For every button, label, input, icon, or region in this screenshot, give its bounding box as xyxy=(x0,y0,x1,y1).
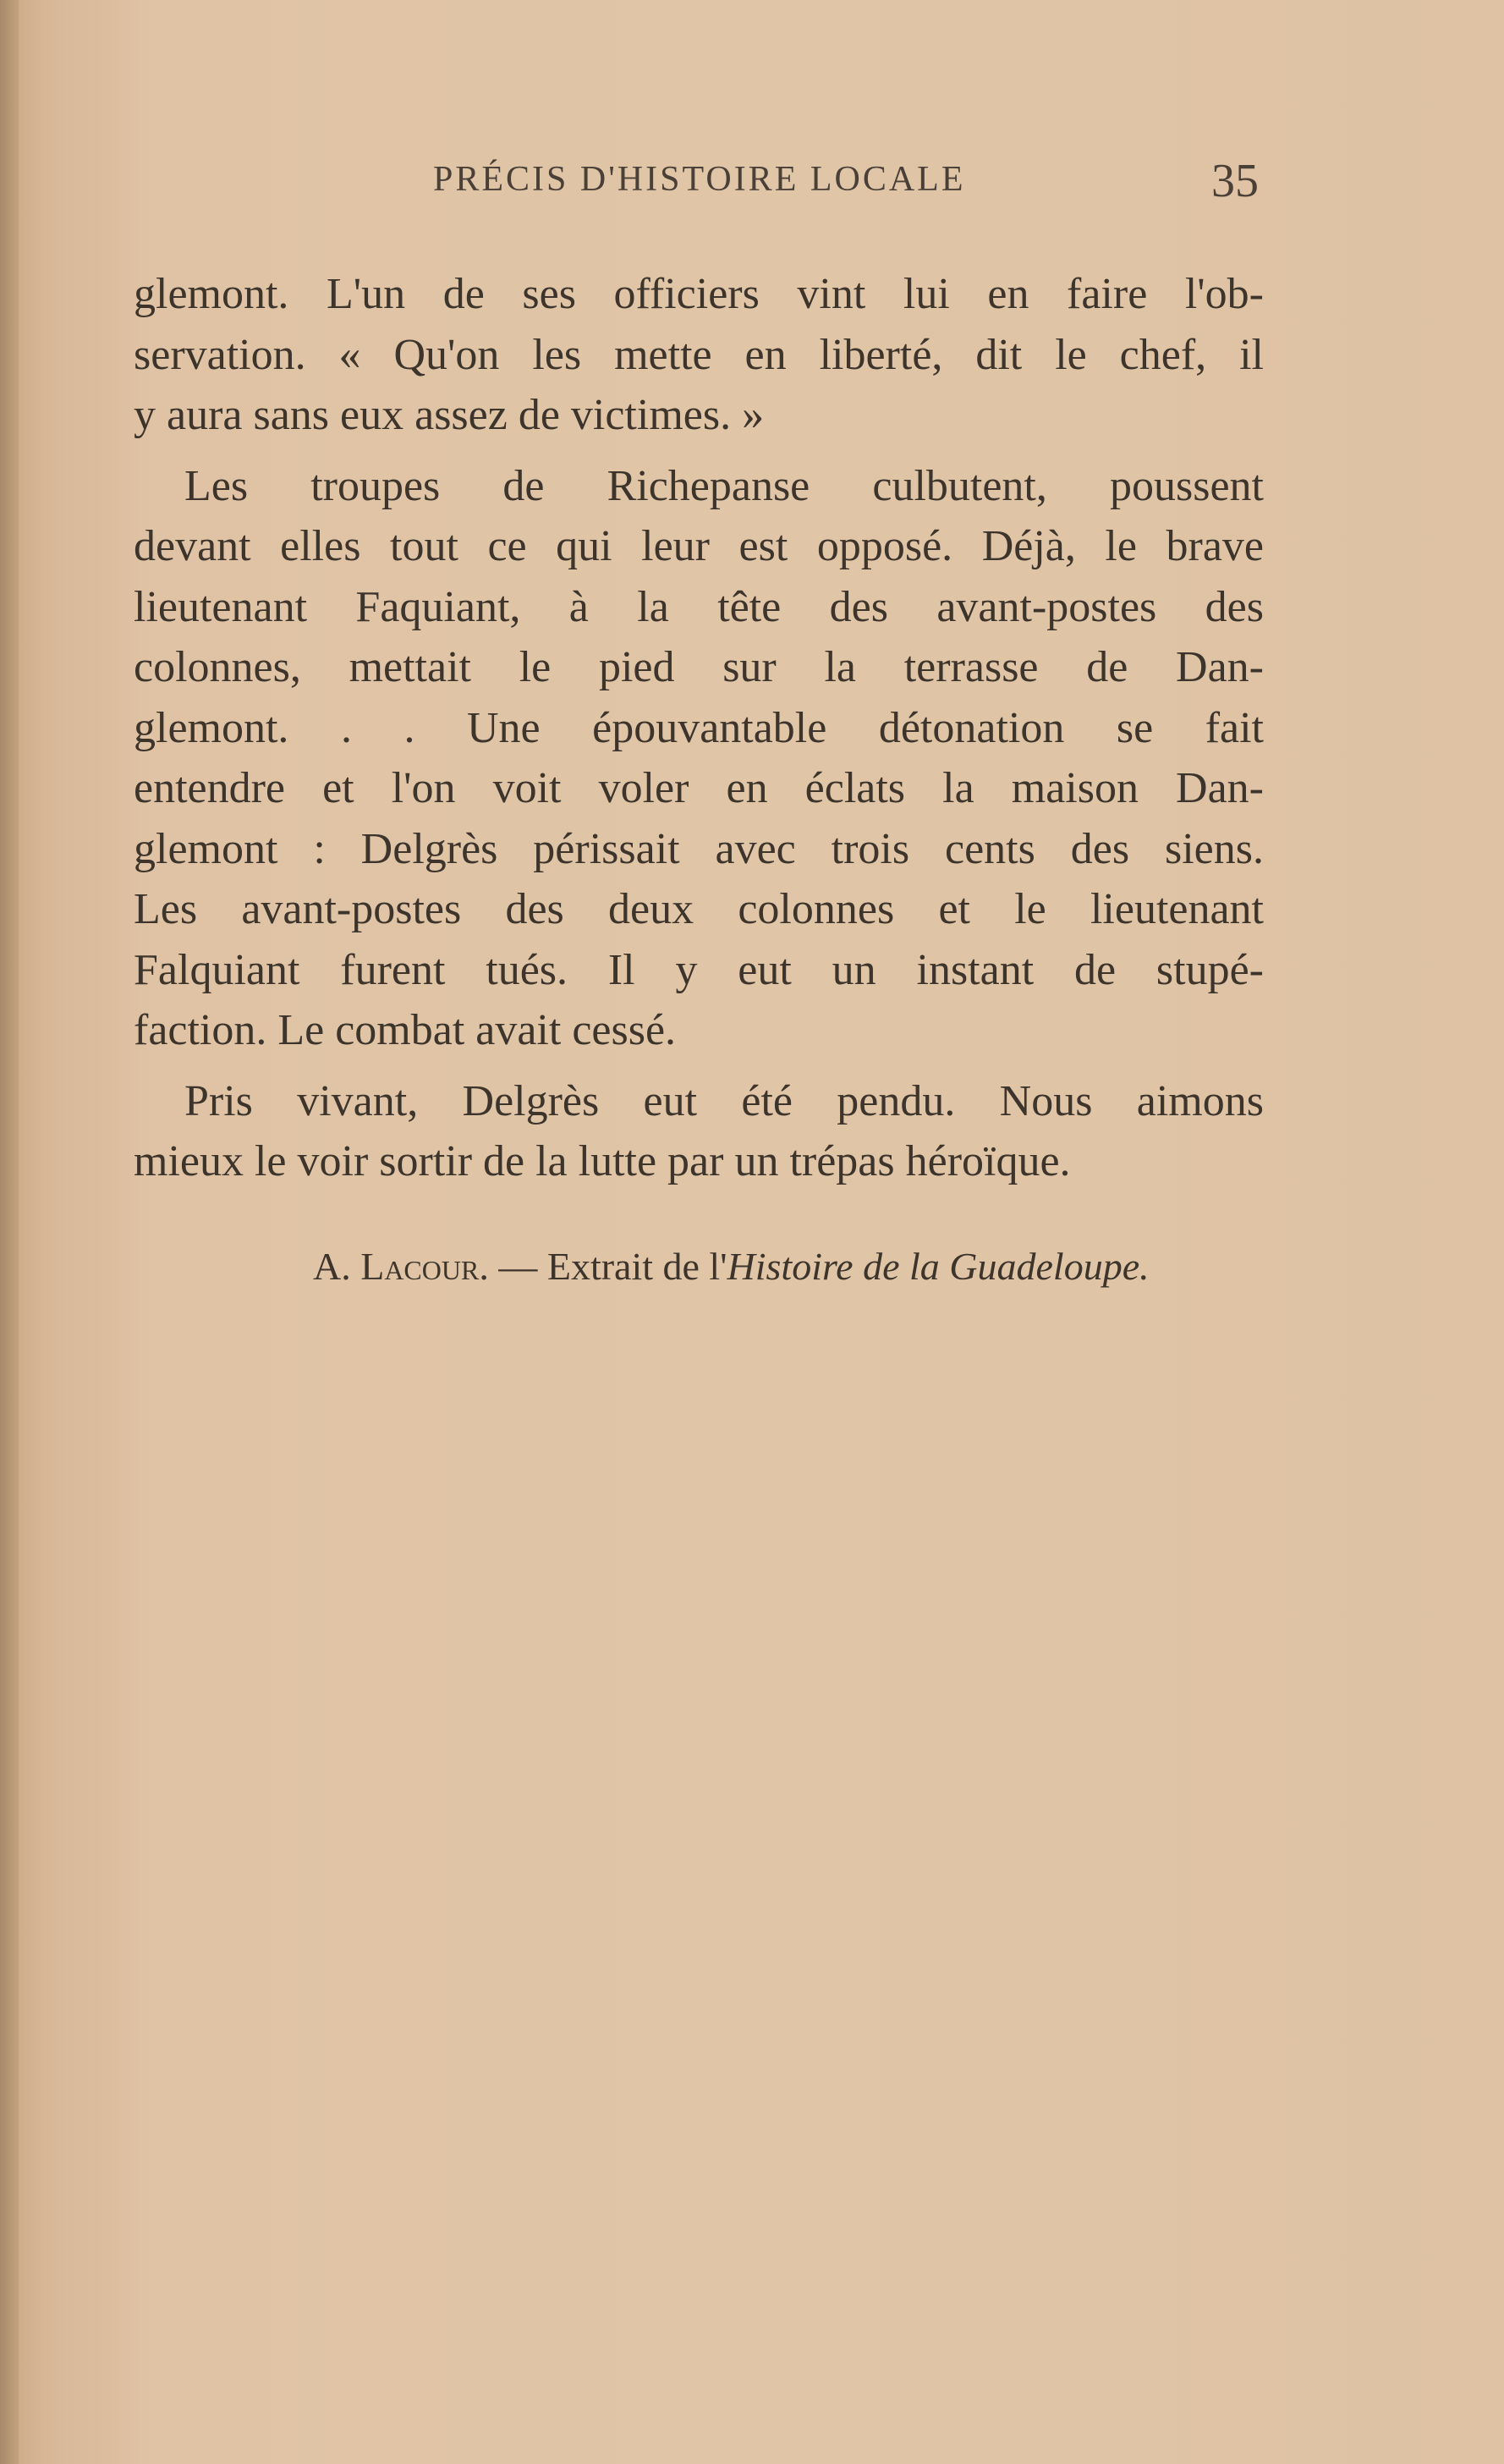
text-line: Falquiant furent tués. Il y eut un instant de stupé- xyxy=(134,945,1264,994)
page-number: 35 xyxy=(1211,155,1259,207)
text-line: Les avant-postes des deux colonnes et le lieutenant xyxy=(134,885,1264,933)
text-line: entendre et l'on voit voler en éclats la maison Dan- xyxy=(134,764,1264,812)
text-line: lieutenant Faquiant, à la tête des avant-postes des xyxy=(134,582,1264,631)
text-line: devant elles tout ce qui leur est opposé. Déjà, le brave xyxy=(134,522,1264,570)
attribution-author: A. Lacour. xyxy=(313,1245,489,1288)
page-spine-shadow xyxy=(0,0,19,2464)
attribution-dash: — Extrait de l' xyxy=(498,1245,727,1288)
attribution xyxy=(313,1244,1150,1289)
running-title: PRÉCIS D'HISTOIRE LOCALE xyxy=(433,160,966,199)
text-line: glemont. . . Une épouvantable détonation se fait xyxy=(134,703,1264,752)
text-line: glemont. L'un de ses officiers vint lui en faire l'ob- xyxy=(134,270,1264,318)
text-line: mieux le voir sortir de la lutte par un trépas héroïque. xyxy=(134,1137,1071,1185)
text-line: faction. Le combat avait cessé. xyxy=(134,1006,677,1054)
text-line: glemont : Delgrès périssait avec trois cents des siens. xyxy=(134,824,1264,873)
text-line: Les troupes de Richepanse culbutent, poussent xyxy=(184,461,1264,510)
attribution-work-title: Histoire de la Guadeloupe. xyxy=(727,1245,1150,1288)
running-head xyxy=(0,154,1504,205)
body-text xyxy=(134,264,1264,1192)
text-line: servation. « Qu'on les mette en liberté, dit le chef, il xyxy=(134,330,1264,379)
text-line: Pris vivant, Delgrès eut été pendu. Nous aimons xyxy=(184,1076,1264,1125)
text-line: y aura sans eux assez de victimes. » xyxy=(134,391,765,439)
text-line: colonnes, mettait le pied sur la terrasse de Dan- xyxy=(134,643,1264,691)
